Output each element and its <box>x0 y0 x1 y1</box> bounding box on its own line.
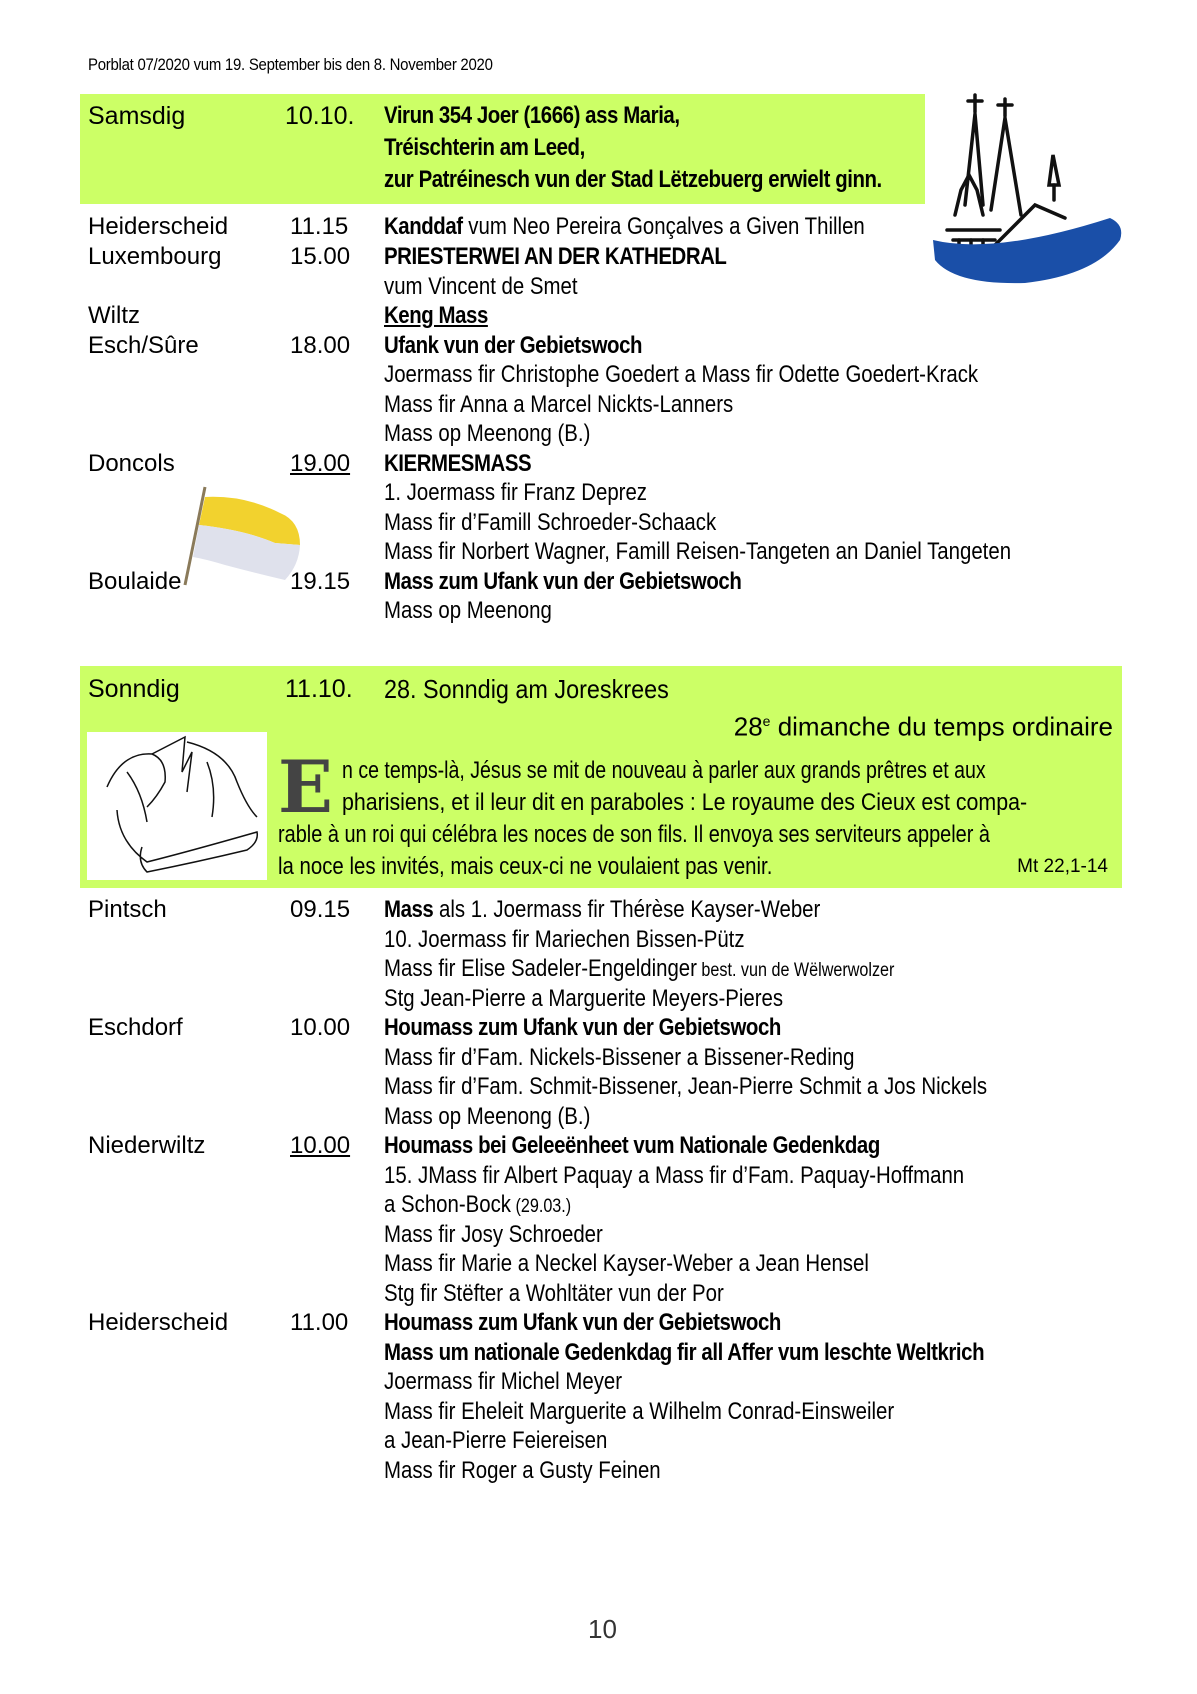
place-name: Esch/Sûre <box>88 332 199 359</box>
entry-bold: Mass <box>384 896 434 923</box>
schedule-row <box>0 1130 1197 1162</box>
feast-line: Virun 354 Joer (1666) ass Maria, <box>384 102 680 129</box>
entry-text: Stg Jean-Pierre a Marguerite Meyers-Pieres <box>384 985 784 1012</box>
entry-title: Houmass zum Ufank vun der Gebietswoch <box>384 1309 781 1336</box>
feast-line: Tréischterin am Leed, <box>384 134 585 161</box>
entry-text: vum Vincent de Smet <box>384 273 578 300</box>
hands-icon <box>87 732 267 880</box>
date-label: 11.10. <box>285 675 353 703</box>
entry-text: Mass fir Norbert Wagner, Famill Reisen-Tangeten an Daniel Tangeten <box>384 538 1012 565</box>
mass-time: 19.15 <box>290 568 351 595</box>
entry-text: 10. Joermass fir Mariechen Bissen-Pütz <box>384 926 745 953</box>
entry-title: Mass um nationale Gedenkdag fir all Affer vum leschte Weltkrich <box>384 1339 985 1366</box>
entry-text: vum Neo Pereira Gonçalves a Given Thillen <box>462 213 865 240</box>
entry-text: Joermass fir Christophe Goedert a Mass fir Odette Goedert-Krack <box>384 361 979 388</box>
papal-flag-icon <box>175 485 310 590</box>
gospel-line: la noce les invités, mais ceux-ci ne voulaient pas venir. <box>278 853 773 880</box>
entry-text: a Schon-Bock <box>384 1191 512 1218</box>
schedule-row <box>0 300 1197 332</box>
place-name: Luxembourg <box>88 243 222 270</box>
gospel-line: rable à un roi qui célébra les noces de son fils. Il envoya ses serviteurs appeler à <box>278 821 990 848</box>
entry-title: Mass zum Ufank vun der Gebietswoch <box>384 568 742 595</box>
place-name: Pintsch <box>88 896 167 923</box>
entry-text: Mass fir Marie a Neckel Kayser-Weber a Jean Hensel <box>384 1250 869 1277</box>
mass-time: 10.00 <box>290 1014 351 1041</box>
place-name: Wiltz <box>88 302 140 329</box>
entry-text: Mass op Meenong (B.) <box>384 1103 591 1130</box>
mass-time: 10.00 <box>290 1132 351 1159</box>
entry-title: Keng Mass <box>384 302 488 329</box>
entry-text: Mass fir Elise Sadeler-Engeldinger <box>384 955 697 982</box>
entry-text: Mass op Meenong <box>384 597 552 624</box>
entry-text: Mass fir Anna a Marcel Nickts-Lanners <box>384 391 734 418</box>
entry-note: (29.03.) <box>511 1196 572 1217</box>
sunday-title: 28. Sonndig am Joreskrees <box>384 674 669 704</box>
schedule-row <box>0 330 1197 362</box>
subtitle-number: 28 <box>733 711 763 742</box>
drop-cap: E <box>278 744 333 829</box>
gospel-line: pharisiens, et il leur dit en paraboles : Le royaume des Cieux est compa- <box>342 789 1028 816</box>
schedule-row <box>0 1307 1197 1339</box>
subtitle-superscript: e <box>762 713 771 729</box>
entry-text: Mass fir Roger a Gusty Feinen <box>384 1457 661 1484</box>
place-name: Niederwiltz <box>88 1132 206 1159</box>
entry-text: Stg fir Stëfter a Wohltäter vun der Por <box>384 1280 724 1307</box>
mass-time: 11.00 <box>290 1309 349 1336</box>
entry-text: a Jean-Pierre Feiereisen <box>384 1427 608 1454</box>
entry-text: Mass fir d’Fam. Nickels-Bissener a Bissener-Reding <box>384 1044 855 1071</box>
schedule-row <box>0 241 1197 273</box>
schedule-row <box>0 211 1197 243</box>
place-name: Eschdorf <box>88 1014 183 1041</box>
day-label: Sonndig <box>88 675 180 703</box>
entry-title: PRIESTERWEI AN DER KATHEDRAL <box>384 243 727 270</box>
entry-text: Mass fir Josy Schroeder <box>384 1221 603 1248</box>
entry-text: Joermass fir Michel Meyer <box>384 1368 623 1395</box>
feast-line: zur Patréinesch vun der Stad Lëtzebuerg erwielt ginn. <box>384 166 882 193</box>
entry-text: 15. JMass fir Albert Paquay a Mass fir d’Fam. Paquay-Hoffmann <box>384 1162 965 1189</box>
mass-time: 15.00 <box>290 243 351 270</box>
entry-title: Houmass zum Ufank vun der Gebietswoch <box>384 1014 781 1041</box>
bible-reference: Mt 22,1-14 <box>1017 856 1108 877</box>
place-name: Doncols <box>88 450 175 477</box>
praying-hands-illustration <box>87 732 267 880</box>
place-name: Heiderscheid <box>88 1309 229 1336</box>
subtitle-text: dimanche du temps ordinaire <box>770 711 1113 742</box>
mass-time: 19.00 <box>290 450 351 477</box>
entry-text: Mass fir Eheleit Marguerite a Wilhelm Conrad-Einsweiler <box>384 1398 895 1425</box>
page-number: 10 <box>588 1614 617 1644</box>
entry-text: Mass op Meenong (B.) <box>384 420 591 447</box>
entry-title: Houmass bei Geleeënheet vum Nationale Gedenkdag <box>384 1132 880 1159</box>
entry-title: KIERMESMASS <box>384 450 532 477</box>
day-label: Samsdig <box>88 102 186 130</box>
gospel-line: n ce temps-là, Jésus se mit de nouveau à parler aux grands prêtres et aux <box>342 757 986 784</box>
mass-time: 11.15 <box>290 213 349 240</box>
page-header: Porblat 07/2020 vum 19. September bis den 8. November 2020 <box>88 55 493 74</box>
entry-text: 1. Joermass fir Franz Deprez <box>384 479 648 506</box>
date-label: 10.10. <box>285 102 355 130</box>
mass-time: 09.15 <box>290 896 351 923</box>
schedule-row <box>0 1012 1197 1044</box>
place-name: Heiderscheid <box>88 213 229 240</box>
sunday-heading <box>0 673 1197 705</box>
mass-time: 18.00 <box>290 332 351 359</box>
schedule-row <box>0 894 1197 926</box>
entry-bold: Kanddaf <box>384 213 463 240</box>
entry-note: best. vun de Wëlwerwolzer <box>696 960 895 981</box>
entry-text: als 1. Joermass fir Thérèse Kayser-Weber <box>433 896 821 923</box>
entry-title: Ufank vun der Gebietswoch <box>384 332 643 359</box>
entry-text: Mass fir d’Fam. Schmit-Bissener, Jean-Pierre Schmit a Jos Nickels <box>384 1073 988 1100</box>
entry-text: Mass fir d’Famill Schroeder-Schaack <box>384 509 717 536</box>
schedule-row <box>0 448 1197 480</box>
place-name: Boulaide <box>88 568 182 595</box>
